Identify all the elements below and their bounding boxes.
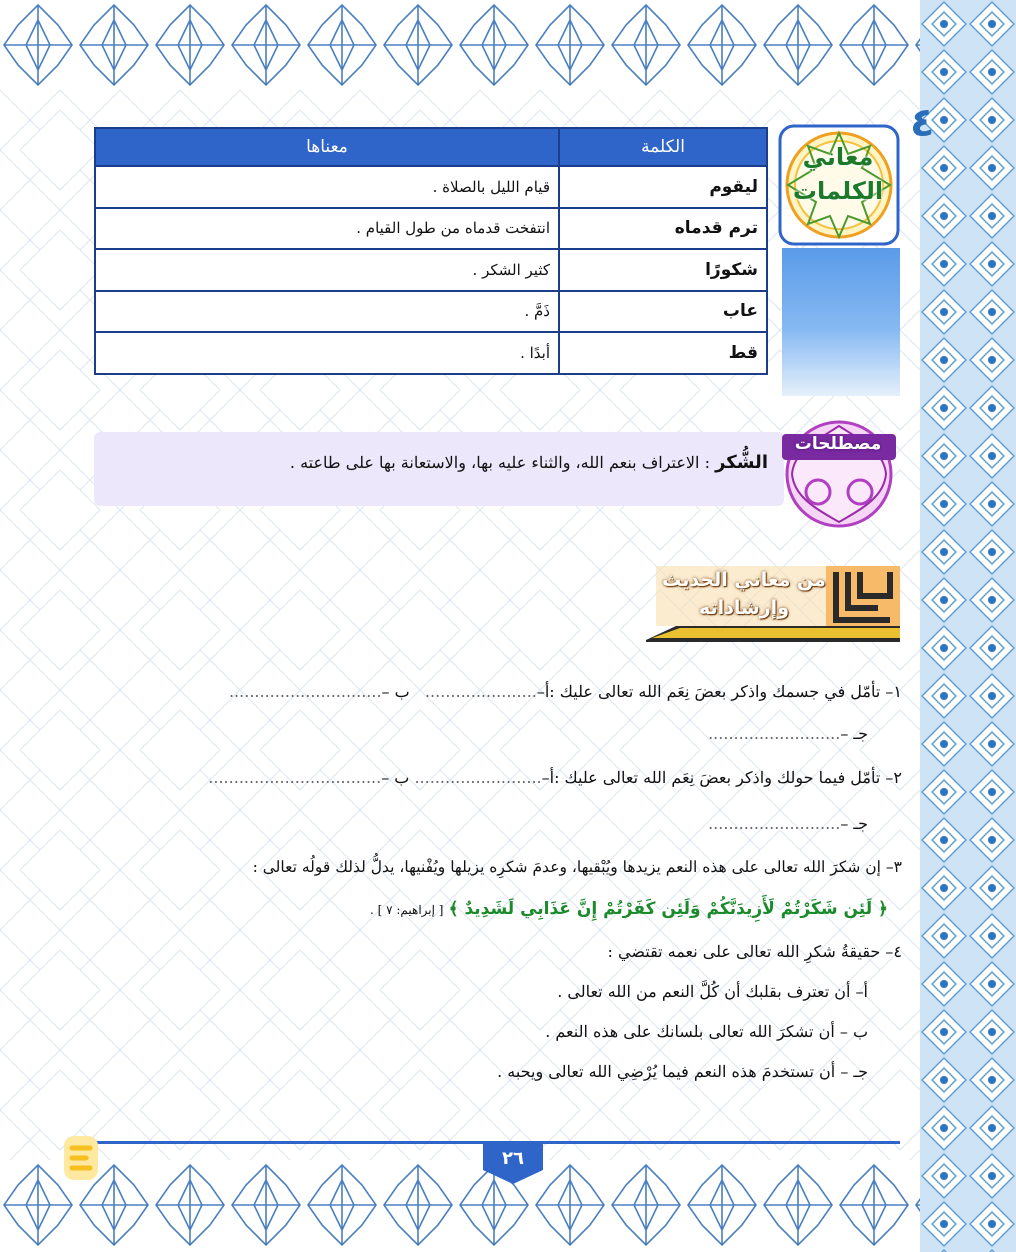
item-2-label-b: ب – (381, 768, 410, 787)
header-word: الكلمة (559, 128, 767, 166)
vocab-meaning: قيام الليل بالصلاة . (95, 166, 559, 208)
item-2-dots-a: ......................... (414, 768, 542, 787)
quran-verse: ﴿ لَئِن شَكَرْتُمْ لَأَزِيدَنَّكُمْ وَلَئِن كَفَرْتُمْ إِنَّ عَذَابِي لَشَدِيدٌ ﴾ (448, 899, 888, 919)
verse-reference: [ إبراهيم: ٧ ] . (369, 903, 444, 917)
item-4: ٤– حقيقةُ شكرِ الله تعالى على نعمه تقتضي : (607, 942, 902, 961)
vocab-table (94, 127, 768, 375)
terms-badge-ornament (776, 412, 902, 530)
vocab-table-header-row (95, 128, 767, 166)
terms-badge-label: مصطلحات (794, 434, 882, 454)
vocab-meaning: كثير الشكر . (95, 249, 559, 291)
item-2-label-c: جـ – (840, 814, 868, 833)
table-row (95, 166, 767, 208)
vocab-side-panel (782, 248, 900, 396)
item-4-a: أ– أن تعترف بقلبك أن كُلَّ النعم من الله تعالى . (557, 982, 868, 1001)
vocab-meaning: ذَمَّ . (95, 291, 559, 333)
vocab-badge-text: معاني الكلمات (792, 143, 884, 205)
item-1-dots-a: ...................... (424, 682, 537, 701)
chapter-number: ٤ (910, 100, 935, 146)
header-meaning: معناها (95, 128, 559, 166)
vocab-badge-label (786, 140, 890, 208)
item-2-dots-c: .......................... (708, 814, 841, 833)
vocab-meaning: أبدًا . (95, 332, 559, 374)
item-1 (96, 682, 902, 701)
bottom-ornament-border (0, 1160, 920, 1250)
vocab-word: شكورًا (559, 249, 767, 291)
term-definition-text: : الاعتراف بنعم الله، والثناء عليه بها، والاستعانة بها على طاعته . (289, 453, 710, 472)
item-4-b: ب – أن تشكرَ الله تعالى بلسانك على هذه النعم . (545, 1022, 868, 1041)
table-row (95, 249, 767, 291)
vocab-word: عاب (559, 291, 767, 333)
vocab-word: ليقوم (559, 166, 767, 208)
table-row (95, 208, 767, 250)
page-number: ٢٦ (502, 1148, 524, 1169)
hadith-banner-title: من معاني الحديث وإرشاداته (662, 569, 826, 619)
item-3-verse (96, 898, 902, 919)
item-3: ٣– إن شكرَ الله تعالى على هذه النعم يزيدها ويُبْقيها، وعدمَ شكرِه يزيلها ويُفْنيها، يدلُّ لذلك قولُه تعالى : (252, 858, 902, 876)
item-4-c: جـ – أن تستخدمَ هذه النعم فيما يُرْضِي الله تعالى ويحبه . (497, 1062, 868, 1081)
term-name: الشُّكر (715, 452, 768, 473)
item-2 (96, 768, 902, 787)
term-definition (100, 452, 768, 473)
vocab-word: ترم قدماه (559, 208, 767, 250)
table-row (95, 291, 767, 333)
item-1-label-c: جـ – (840, 724, 868, 743)
item-2-text: ٢– تأمّل فيما حولك واذكر بعضَ نِعَم الله تعالى عليك :أ– (541, 768, 902, 787)
vocab-meaning: انتفخت قدماه من طول القيام . (95, 208, 559, 250)
item-1-label-b: ب – (381, 682, 410, 701)
vocab-word: قط (559, 332, 767, 374)
item-2-dots-b: .................................. (208, 768, 382, 787)
item-1-dots-c: .......................... (708, 724, 841, 743)
item-1-c (96, 724, 902, 743)
right-ornament-border (920, 0, 1016, 1252)
item-1-text: ١– تأمّل في جسمك واذكر بعضَ نِعَم الله تعالى عليك :أ– (536, 682, 902, 701)
item-2-c (96, 814, 902, 833)
publisher-logo-icon (58, 1130, 104, 1186)
table-row (95, 332, 767, 374)
item-1-dots-b: .............................. (228, 682, 382, 701)
top-ornament-border (0, 0, 920, 90)
